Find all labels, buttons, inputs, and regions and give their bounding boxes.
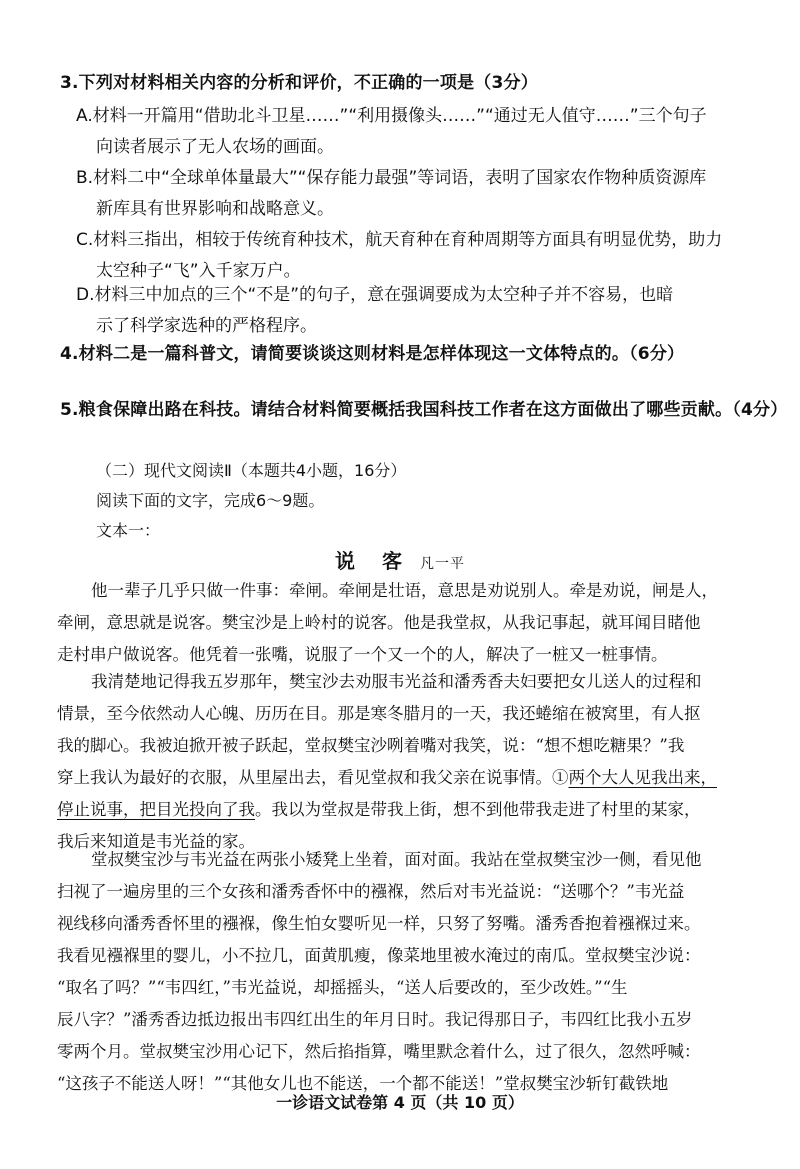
paragraph-2-text: 。我以为堂叔是带我上街，想不到他带我走进了村里的某家， — [255, 800, 701, 819]
paragraph-2 — [57, 666, 757, 858]
paragraph-3-line: 堂叔樊宝沙与韦光益在两张小矮凳上坐着，面对面。我站在堂叔樊宝沙一侧，看见他 — [91, 850, 702, 869]
question-3-stem: 3.下列对材料相关内容的分析和评价，不正确的一项是（3分） — [60, 73, 538, 93]
paragraph-2-line: 情景，至今依然动人心魄、历历在目。那是寒冬腊月的一天，我还蜷缩在被窝里，有人抠 — [57, 704, 701, 723]
paragraph-2-line: 我的脚心。我被迫掀开被子跃起，堂叔樊宝沙咧着嘴对我笑，说：“想不想吃糖果？”我 — [57, 736, 685, 755]
text-label: 文本一： — [96, 521, 161, 540]
option-b-line-1: B.材料二中“全球单体量最大”“保存能力最强”等词语，表明了国家农作物种质资源库 — [76, 168, 707, 188]
option-c — [76, 225, 776, 287]
section-heading: （二）现代文阅读Ⅱ（本题共4小题，16分） — [96, 461, 407, 480]
section-instruction: 阅读下面的文字，完成6～9题。 — [96, 491, 325, 510]
underlined-sentence-1: 两个大人见我出来， — [568, 768, 717, 787]
paragraph-2-line: 我后来知道是韦光益的家。 — [57, 832, 255, 851]
option-d-line-1: D.材料三中加点的三个“不是”的句子，意在强调要成为太空种子并不容易，也暗 — [76, 285, 674, 305]
option-b — [76, 163, 776, 225]
paragraph-2-line: 我清楚地记得我五岁那年，樊宝沙去劝服韦光益和潘秀香夫妇要把女儿送人的过程和 — [91, 672, 702, 691]
paragraph-2-line — [57, 762, 757, 794]
story-title-block — [0, 545, 800, 574]
option-c-line-2: 太空种子“飞”入千家万户。 — [96, 261, 301, 281]
paragraph-3-line: 辰八字？”潘秀香边抵边报出韦四红出生的年月日时。我记得那日子，韦四红比我小五岁 — [57, 1010, 693, 1029]
paragraph-2-text: 穿上我认为最好的衣服，从里屋出去，看见堂叔和我父亲在说事情。① — [57, 768, 569, 787]
question-4: 4.材料二是一篇科普文，请简要谈谈这则材料是怎样体现这一文体特点的。（6分） — [60, 344, 685, 364]
option-a-line-2: 向读者展示了无人农场的画面。 — [96, 137, 334, 157]
story-title: 说 客 — [335, 549, 412, 573]
paragraph-3-line: 零两个月。堂叔樊宝沙用心记下，然后掐指算，嘴里默念着什么，过了很久，忽然呼喊： — [57, 1042, 701, 1061]
paragraph-3-line: “取名了吗？”“韦四红，”韦光益说，却摇摇头，“送人后要改的，至少改姓。”“生 — [57, 978, 628, 997]
option-d-line-2: 示了科学家选种的严格程序。 — [96, 316, 317, 336]
page-footer: 一诊语文试卷第 4 页（共 10 页） — [276, 1093, 524, 1112]
paragraph-3 — [57, 844, 757, 1100]
underlined-sentence-1-continued: 停止说事，把目光投向了我 — [57, 800, 255, 819]
paragraph-2-line — [57, 794, 757, 826]
paragraph-1-line: 他一辈子几乎只做一件事：牵闸。牵闸是壮语，意思是劝说别人。牵是劝说，闸是人， — [91, 581, 718, 600]
paragraph-1-line: 牵闸，意思就是说客。樊宝沙是上岭村的说客。他是我堂叔，从我记事起，就耳闻目睹他 — [57, 613, 701, 632]
paragraph-1-line: 走村串户做说客。他凭着一张嘴，说服了一个又一个的人，解决了一桩又一桩事情。 — [57, 645, 668, 664]
paragraph-3-line: 视线移向潘秀香怀里的襁褓，像生怕女婴听见一样，只努了努嘴。潘秀香抱着襁褓过来。 — [57, 914, 701, 933]
paragraph-3-line: 我看见襁褓里的婴儿，小不拉几，面黄肌瘦，像菜地里被水淹过的南瓜。堂叔樊宝沙说： — [57, 946, 701, 965]
paragraph-3-line: “这孩子不能送人呀！”“其他女儿也不能送，一个都不能送！”堂叔樊宝沙斩钉截铁地 — [57, 1074, 669, 1093]
option-b-line-2: 新库具有世界影响和战略意义。 — [96, 199, 334, 219]
option-d — [76, 280, 776, 342]
option-a-line-1: A.材料一开篇用“借助北斗卫星……”“利用摄像头……”“通过无人值守……”三个句子 — [76, 106, 707, 126]
paragraph-1 — [57, 575, 757, 671]
paragraph-3-line: 扫视了一遍房里的三个女孩和潘秀香怀中的襁褓，然后对韦光益说：“送哪个？”韦光益 — [57, 882, 685, 901]
option-c-line-1: C.材料三指出，相较于传统育种技术，航天育种在育种周期等方面具有明显优势，助力 — [76, 230, 723, 250]
story-author: 凡一平 — [419, 556, 465, 572]
option-a — [76, 101, 776, 163]
question-5: 5.粮食保障出路在科技。请结合材料简要概括我国科技工作者在这方面做出了哪些贡献。（4分） — [60, 400, 788, 420]
